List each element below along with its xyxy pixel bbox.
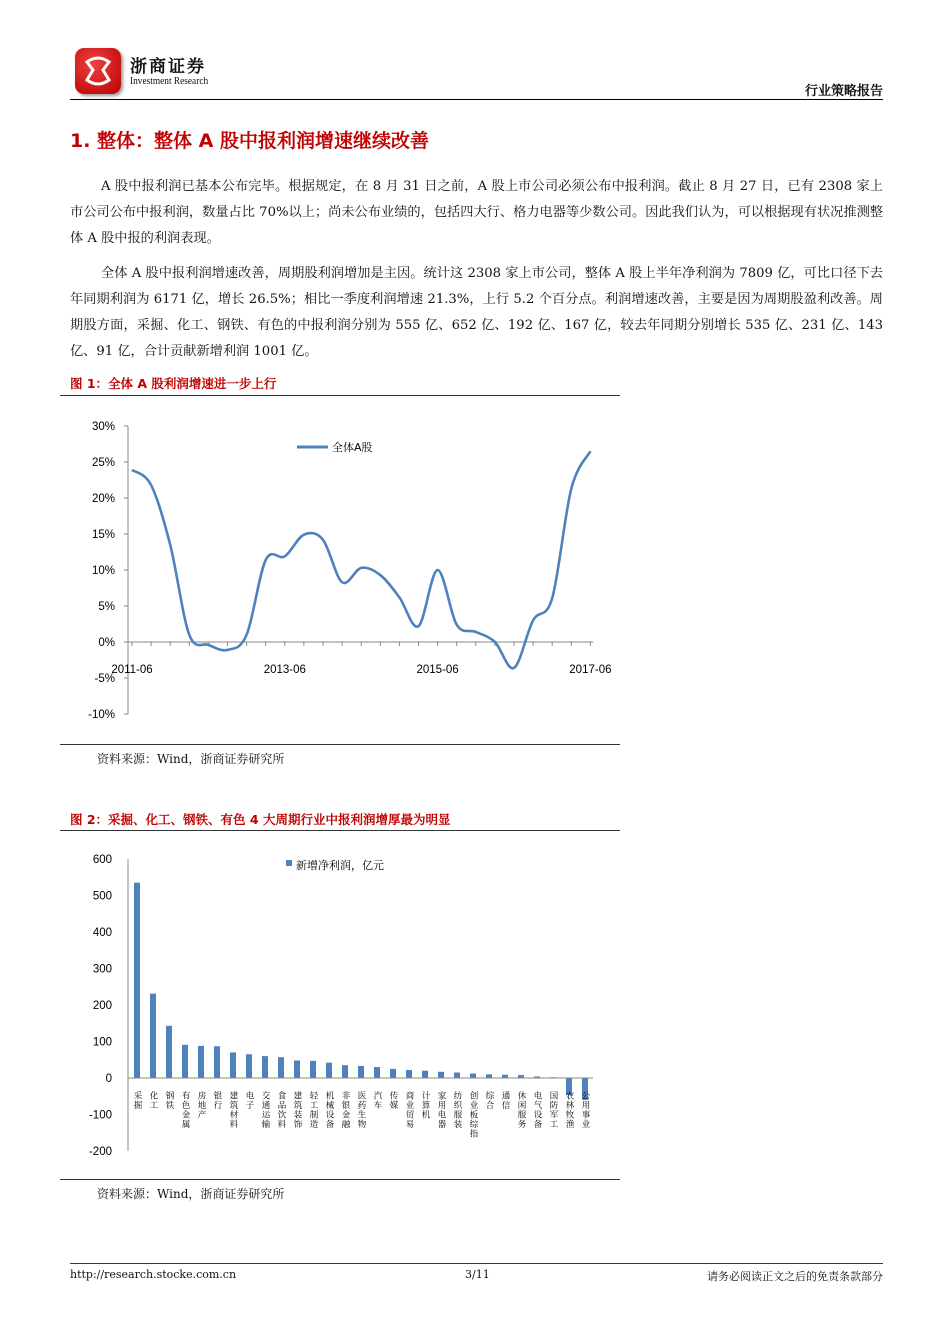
y-tick-label: 20% (91, 493, 115, 505)
category-label: 建筑装饰 (292, 1091, 302, 1129)
y-tick-label: -100 (88, 1109, 112, 1122)
bar-11 (294, 1060, 300, 1078)
category-label: 农林牧渔 (564, 1091, 574, 1129)
x-tick-label: 2015-06 (416, 664, 459, 676)
y-tick-label: 400 (92, 927, 112, 939)
paragraph-2: 全体 A 股中报利润增速改善，周期股利润增加是主因。统计这 2308 家上市公司，整体 A 股上半年净利润为 7809 亿，可比口径下去年同期利润为 6171 亿，增长 26.5%；相比一季度利润增速 21.3%，上行 5.2 个百分点。利润增速改善，主要是因为周期股盈利改善。周期股方面，采掘、化工、钢铁、有色的中报利润分别为 555 亿、652 亿、192 亿、167 亿，较去年同期分别增长 535 亿、231 亿、143 亿、91 亿，合计贡献新增利润 1001 亿。 (70, 266, 883, 359)
category-label: 家用电器 (436, 1091, 446, 1129)
bar-2 (150, 994, 156, 1078)
bar-23 (486, 1074, 492, 1078)
figure-1-title: 图 1：全体 A 股利润增速进一步上行 (70, 376, 277, 391)
y-tick-label: 30% (91, 421, 115, 433)
section-title: 1. 整体：整体 A 股中报利润增速继续改善 (70, 130, 429, 152)
y-tick-label: 100 (92, 1036, 112, 1049)
figure-1-bottom-rule (60, 744, 620, 745)
bar-3 (166, 1026, 172, 1078)
legend-label: 全体A股 (332, 441, 373, 454)
bar-9 (262, 1056, 268, 1078)
report-type: 行业策略报告 (804, 84, 883, 99)
page-number: 3/11 (465, 1268, 490, 1281)
bar-17 (390, 1069, 396, 1078)
category-label: 非银金融 (340, 1091, 350, 1129)
figure-2-title: 图 2：采掘、化工、钢铁、有色 4 大周期行业中报利润增厚最为明显 (70, 812, 451, 827)
y-tick-label: 10% (91, 565, 115, 577)
y-tick-label: 25% (91, 457, 115, 469)
bar-18 (406, 1070, 412, 1078)
x-tick-label: 2013-06 (263, 664, 306, 676)
figure-2-source: 资料来源：Wind，浙商证券研究所 (97, 1187, 285, 1201)
category-label: 国防军工 (548, 1091, 558, 1129)
footer-disclaimer: 请务必阅读正文之后的免责条款部分 (707, 1270, 883, 1283)
figure-1-top-rule (60, 395, 620, 396)
bar-20 (438, 1072, 444, 1078)
category-label: 创业板综指 (468, 1091, 478, 1139)
category-label: 纺织服装 (452, 1091, 462, 1129)
category-label: 食品饮料 (276, 1091, 286, 1129)
company-logo (75, 48, 121, 94)
figure-2-top-rule (60, 830, 620, 831)
bar-10 (278, 1057, 284, 1078)
bar-15 (358, 1066, 364, 1078)
bar-21 (454, 1073, 460, 1078)
line-chart (60, 400, 620, 740)
header-divider (70, 99, 883, 100)
y-tick-label: 0 (105, 1073, 112, 1085)
category-label: 休闲服务 (516, 1091, 526, 1129)
bar-7 (230, 1052, 236, 1078)
category-label: 通信 (500, 1091, 510, 1110)
brand-name-en: Investment Research (130, 75, 209, 87)
y-tick-label: 15% (91, 529, 115, 541)
category-label: 电子 (244, 1091, 254, 1110)
figure-2-bottom-rule (60, 1179, 620, 1180)
x-tick-label: 2017-06 (569, 664, 612, 676)
y-tick-label: 500 (92, 890, 112, 903)
category-label: 传媒 (388, 1091, 398, 1110)
y-tick-label: 300 (92, 963, 112, 976)
y-tick-label: 200 (92, 1000, 112, 1012)
category-label: 交通运输 (260, 1091, 270, 1129)
legend-label: 新增净利润，亿元 (296, 859, 384, 872)
bar-4 (182, 1045, 188, 1078)
bar-5 (198, 1046, 204, 1078)
bar-12 (310, 1061, 316, 1078)
bar-1 (134, 883, 140, 1078)
bar-19 (422, 1071, 428, 1078)
y-tick-label: 0% (98, 637, 115, 649)
category-label: 机械设备 (324, 1091, 334, 1129)
category-label: 计算机 (420, 1091, 430, 1120)
y-tick-label: 600 (92, 854, 112, 866)
y-tick-label: -5% (94, 673, 115, 685)
footer-url[interactable]: http://research.stocke.com.cn (70, 1268, 237, 1281)
category-label: 公用事业 (580, 1091, 590, 1129)
y-tick-label: -200 (88, 1146, 112, 1158)
category-label: 银行 (212, 1091, 222, 1110)
brand-name-cn: 浙商证券 (130, 57, 206, 77)
footer-divider (70, 1263, 883, 1264)
category-label: 电气设备 (532, 1091, 542, 1129)
bar-16 (374, 1067, 380, 1078)
x-tick-label: 2011-06 (111, 664, 153, 676)
legend-swatch (286, 860, 292, 866)
series-line-all-a-shares (132, 451, 590, 668)
category-label: 汽车 (372, 1091, 382, 1110)
category-label: 钢铁 (164, 1091, 174, 1110)
category-label: 有色金属 (180, 1091, 190, 1129)
y-tick-label: -10% (88, 709, 115, 721)
category-label: 建筑材料 (228, 1091, 238, 1129)
bar-13 (326, 1063, 332, 1078)
logo-mark-icon (75, 48, 121, 94)
category-label: 轻工制造 (308, 1091, 318, 1129)
category-label: 化工 (148, 1091, 158, 1110)
bar-14 (342, 1065, 348, 1078)
category-label: 综合 (484, 1091, 494, 1110)
figure-1-source: 资料来源：Wind，浙商证券研究所 (97, 752, 285, 766)
category-label: 采掘 (132, 1091, 142, 1110)
bar-22 (470, 1074, 476, 1078)
bar-8 (246, 1054, 252, 1078)
y-tick-label: 5% (98, 601, 115, 613)
bar-6 (214, 1046, 220, 1078)
category-label: 医药生物 (356, 1091, 366, 1129)
category-label: 房地产 (196, 1091, 206, 1120)
paragraph-1: A 股中报利润已基本公布完毕。根据规定，在 8 月 31 日之前，A 股上市公司必须公布中报利润。截止 8 月 27 日，已有 2308 家上市公司公布中报利润，数量占比 70%以上；尚未公布业绩的，包括四大行、格力电器等少数公司。因此我们认为，可以根据现有状况推测整体 A 股中报的利润表现。 (70, 179, 883, 246)
category-label: 商业贸易 (404, 1091, 414, 1129)
